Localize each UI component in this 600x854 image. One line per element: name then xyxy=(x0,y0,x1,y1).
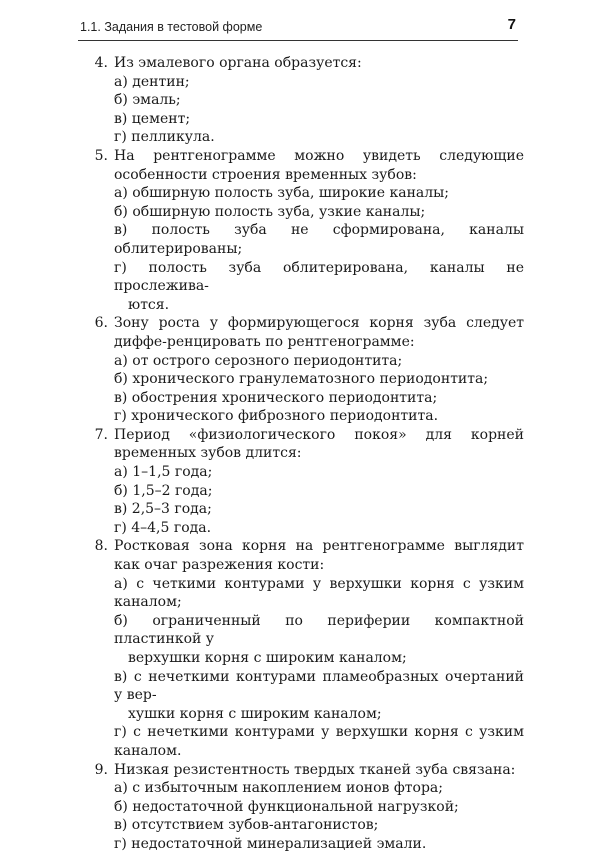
question-stem xyxy=(84,761,524,780)
answer-option-text: б) хронического гранулематозного периодонтита; xyxy=(114,371,489,388)
question-stem xyxy=(84,314,524,351)
answer-option-text: б) недостаточной функциональной нагрузкой; xyxy=(114,798,459,815)
question-text: Период «физиологического покоя» для корней временных зубов длится: xyxy=(114,426,524,462)
question-item xyxy=(84,314,524,426)
question-text: Ростковая зона корня на рентгенограмме выглядит как очаг разрежения кости: xyxy=(114,538,524,574)
answer-option xyxy=(114,221,524,258)
answer-option xyxy=(114,184,524,203)
question-number: 9. xyxy=(94,761,108,778)
page-number: 7 xyxy=(507,16,516,33)
answer-option-text: г) недостаточной минерализацией эмали. xyxy=(114,835,427,852)
answer-option-text: а) с избыточным накоплением ионов фтора; xyxy=(114,780,443,797)
answer-option-text: б) ограниченный по периферии компактной пластинкой у xyxy=(114,612,524,648)
answer-option-text: в) цемент; xyxy=(114,110,191,127)
answer-option xyxy=(114,259,524,315)
question-stem xyxy=(84,54,524,73)
answer-option-text: а) 1–1,5 года; xyxy=(114,464,213,481)
answer-option xyxy=(114,835,524,854)
question-text: Зону роста у формирующегося корня зуба следует диффе-ренцировать по рентгенограмме: xyxy=(114,315,524,350)
answer-option xyxy=(114,463,524,482)
answer-option xyxy=(114,110,524,129)
answer-option-text: в) отсутствием зубов-антагонистов; xyxy=(114,817,379,834)
answer-option xyxy=(114,91,524,110)
answer-option xyxy=(114,500,524,519)
answer-option xyxy=(114,352,524,371)
section-title: 1.1. Задания в тестовой форме xyxy=(80,20,263,34)
question-item xyxy=(84,426,524,538)
answer-option-text: а) с четкими контурами у верхушки корня с узким каналом; xyxy=(114,575,524,611)
answer-option xyxy=(114,816,524,835)
answer-option xyxy=(114,128,524,147)
answer-option xyxy=(114,575,524,612)
question-number: 5. xyxy=(94,147,108,164)
answer-option xyxy=(114,668,524,724)
answer-option xyxy=(114,519,524,538)
question-stem xyxy=(84,537,524,574)
answer-option-text: в) полость зуба не сформирована, каналы облитерированы; xyxy=(114,222,524,257)
answer-option-text: г) 4–4,5 года. xyxy=(114,519,212,536)
answer-option-text: г) с нечеткими контурами у верхушки корня с узким каналом. xyxy=(114,724,524,759)
answer-option-text: а) от острого серозного периодонтита; xyxy=(114,352,403,369)
answer-option-text: б) 1,5–2 года; xyxy=(114,482,213,499)
answer-option xyxy=(114,482,524,501)
question-number: 7. xyxy=(94,426,108,443)
question-list xyxy=(84,54,524,854)
question-stem xyxy=(84,426,524,463)
question-number: 8. xyxy=(94,538,108,555)
running-header xyxy=(78,14,518,41)
answer-option-continuation: хушки корня с широким каналом; xyxy=(128,705,382,722)
answer-option xyxy=(114,389,524,408)
question-item xyxy=(84,537,524,760)
answer-option-text: б) эмаль; xyxy=(114,92,181,109)
question-item xyxy=(84,761,524,854)
answer-option-text: в) 2,5–3 года; xyxy=(114,501,212,518)
answer-option xyxy=(114,798,524,817)
question-text: Низкая резистентность твердых тканей зуба связана: xyxy=(114,761,516,778)
question-number: 6. xyxy=(94,315,108,332)
answer-option-text: г) хронического фиброзного периодонтита. xyxy=(114,408,439,425)
question-text: Из эмалевого органа образуется: xyxy=(114,55,362,71)
answer-option xyxy=(114,407,524,426)
answer-option xyxy=(114,370,524,389)
answer-option-text: г) полость зуба облитерирована, каналы не прослежива- xyxy=(114,259,524,295)
question-item xyxy=(84,147,524,314)
answer-option-text: в) обострения хронического периодонтита; xyxy=(114,389,438,406)
question-text: На рентгенограмме можно увидеть следующие особенности строения временных зубов: xyxy=(114,147,524,183)
answer-option xyxy=(114,73,524,92)
answer-option xyxy=(114,612,524,668)
answer-option-text: б) обширную полость зуба, узкие каналы; xyxy=(114,203,426,220)
answer-option-text: г) пелликула. xyxy=(114,129,215,146)
answer-option-continuation: верхушки корня с широким каналом; xyxy=(128,650,407,666)
answer-option xyxy=(114,203,524,222)
answer-option xyxy=(114,723,524,760)
answer-option-text: а) обширную полость зуба, широкие каналы; xyxy=(114,185,450,202)
question-item xyxy=(84,54,524,147)
question-number: 4. xyxy=(94,55,108,71)
answer-option-continuation: ются. xyxy=(128,296,170,313)
answer-option xyxy=(114,779,524,798)
answer-option-text: в) с нечеткими контурами пламеобразных очертаний у вер- xyxy=(114,668,524,704)
question-stem xyxy=(84,147,524,184)
answer-option-text: а) дентин; xyxy=(114,73,190,90)
